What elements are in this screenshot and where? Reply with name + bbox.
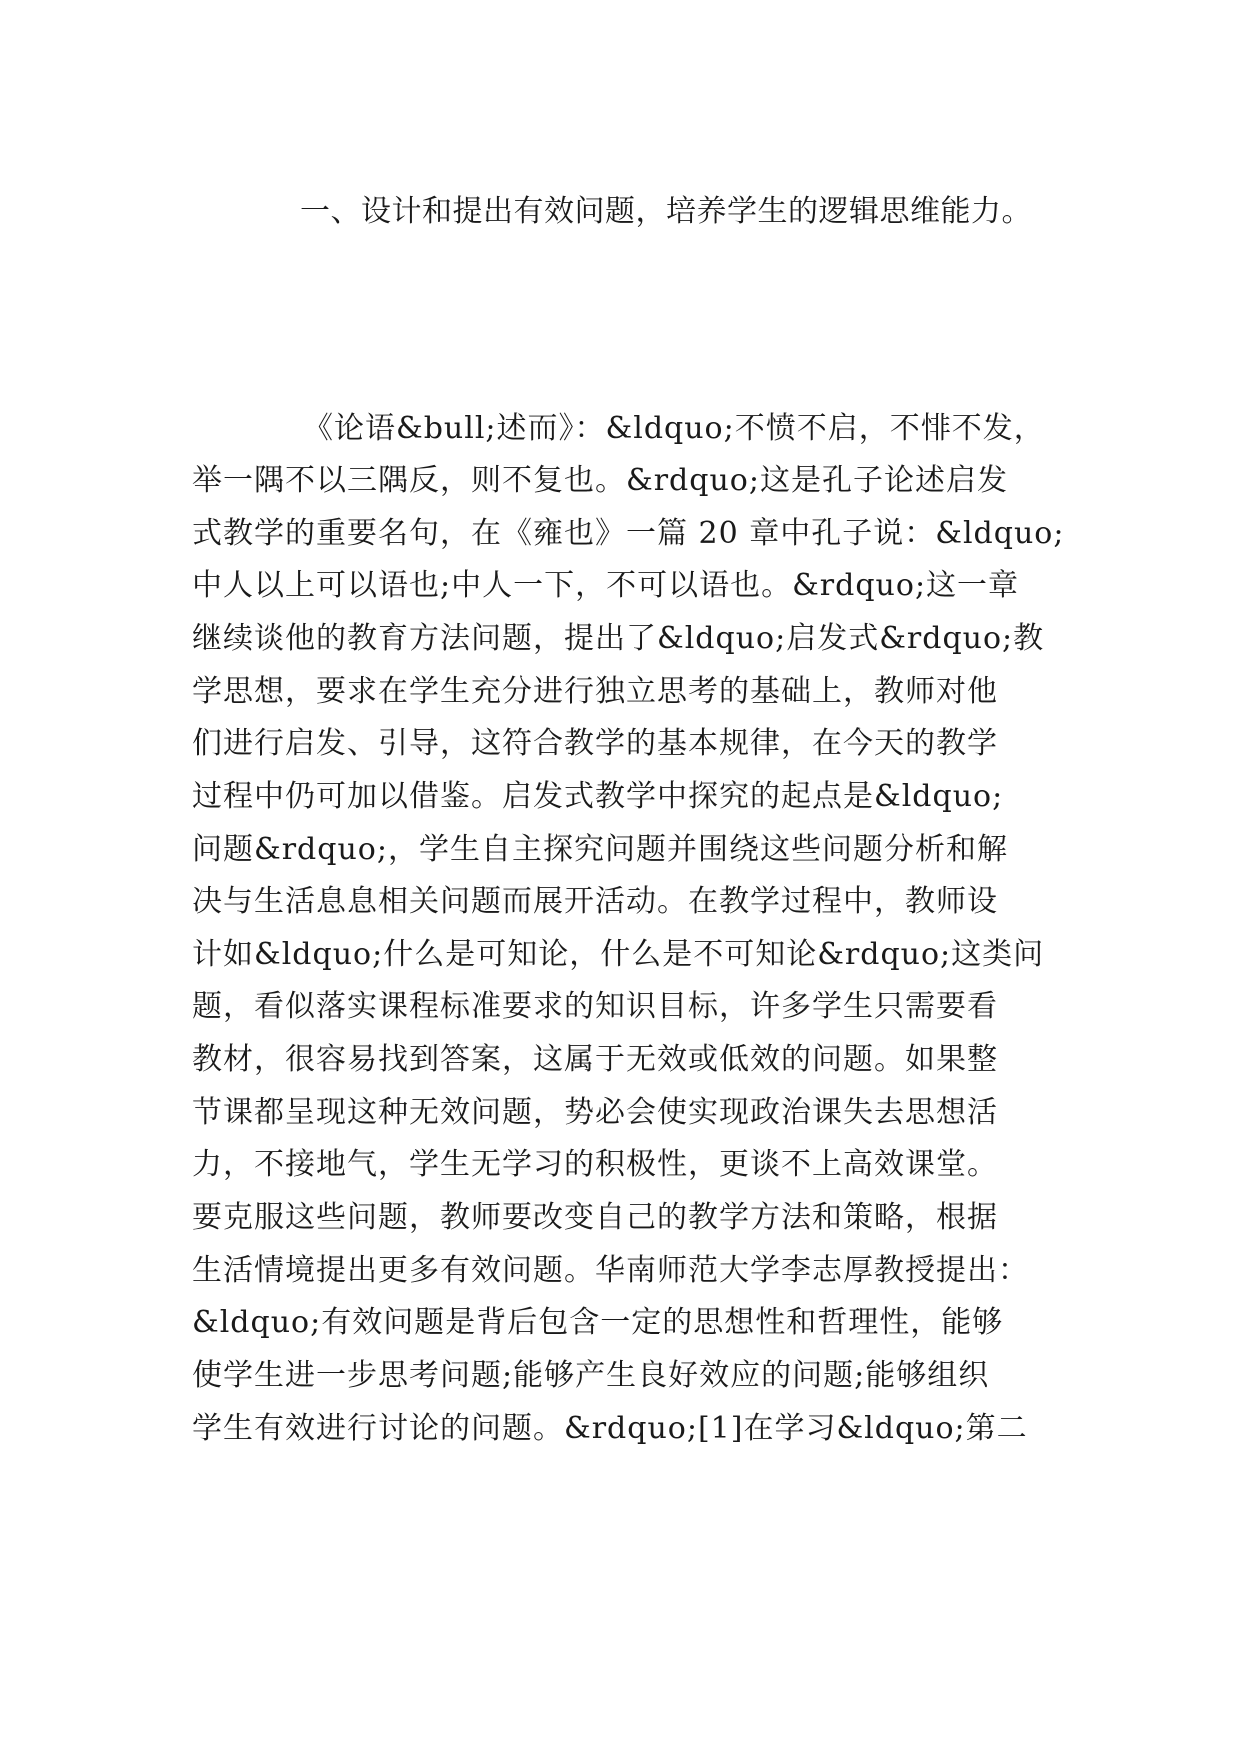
paragraph-line: 要克服这些问题，教师要改变自己的教学方法和策略，根据 bbox=[192, 1200, 998, 1235]
paragraph-line: 问题&rdquo;，学生自主探究问题并围绕这些问题分析和解 bbox=[192, 832, 1008, 867]
paragraph-line: 学思想，要求在学生充分进行独立思考的基础上，教师对他 bbox=[192, 674, 998, 709]
paragraph-line: 学生有效进行讨论的问题。&rdquo;[1]在学习&ldquo;第二 bbox=[192, 1411, 1028, 1446]
paragraph-line: 使学生进一步思考问题;能够产生良好效应的问题;能够组织 bbox=[192, 1358, 990, 1393]
paragraph-line: 继续谈他的教育方法问题，提出了&ldquo;启发式&rdquo;教 bbox=[192, 621, 1045, 656]
paragraph-line: 式教学的重要名句，在《雍也》一篇 20 章中孔子说：&ldquo; bbox=[192, 516, 1065, 551]
paragraph-line: 《论语&bull;述而》：&ldquo;不愤不启，不悱不发， bbox=[303, 411, 1045, 446]
paragraph-line: 过程中仍可加以借鉴。启发式教学中探究的起点是&ldquo; bbox=[192, 779, 1004, 814]
paragraph-line: 力，不接地气，学生无学习的积极性，更谈不上高效课堂。 bbox=[192, 1147, 998, 1182]
paragraph-line: 中人以上可以语也;中人一下，不可以语也。&rdquo;这一章 bbox=[192, 568, 1020, 603]
paragraph-line: 们进行启发、引导，这符合教学的基本规律，在今天的教学 bbox=[192, 726, 998, 761]
section-heading: 一、设计和提出有效问题，培养学生的逻辑思维能力。 bbox=[300, 194, 1032, 229]
paragraph-line: &ldquo;有效问题是背后包含一定的思想性和哲理性，能够 bbox=[192, 1305, 1004, 1340]
paragraph-line: 生活情境提出更多有效问题。华南师范大学李志厚教授提出： bbox=[192, 1253, 1029, 1288]
paragraph-line: 节课都呈现这种无效问题，势必会使实现政治课失去思想活 bbox=[192, 1095, 998, 1130]
paragraph-line: 题，看似落实课程标准要求的知识目标，许多学生只需要看 bbox=[192, 989, 998, 1024]
paragraph-line: 教材，很容易找到答案，这属于无效或低效的问题。如果整 bbox=[192, 1042, 998, 1077]
paragraph-line: 计如&ldquo;什么是可知论，什么是不可知论&rdquo;这类问 bbox=[192, 937, 1045, 972]
paragraph-line: 决与生活息息相关问题而展开活动。在教学过程中，教师设 bbox=[192, 884, 998, 919]
paragraph-line: 举一隅不以三隅反，则不复也。&rdquo;这是孔子论述启发 bbox=[192, 463, 1008, 498]
